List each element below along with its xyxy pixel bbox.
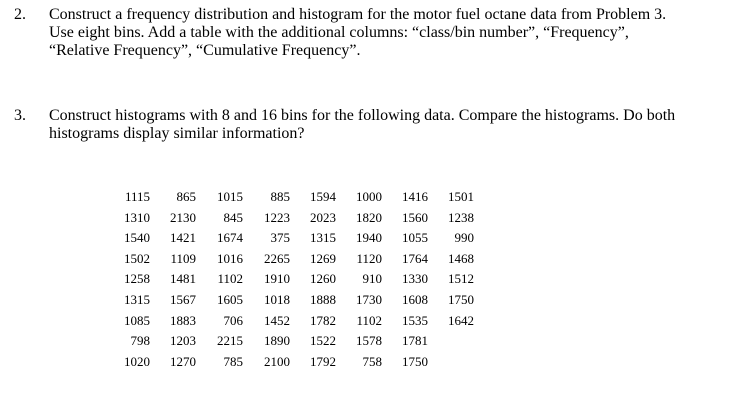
table-cell: 1269: [310, 250, 336, 266]
problem-text-line: Use eight bins. Add a table with the additional columns: “class/bin number”, “Frequency”,: [49, 24, 629, 41]
table-cell: 1940: [356, 230, 382, 246]
table-cell: 1020: [124, 353, 150, 369]
problem-number: 3.: [14, 107, 26, 124]
table-cell: 1315: [310, 230, 336, 246]
table-row: [118, 208, 474, 229]
table-cell: 1750: [402, 353, 428, 369]
problem-number: 2.: [14, 6, 26, 23]
table-cell: 1085: [124, 312, 150, 328]
table-cell: 1502: [124, 250, 150, 266]
table-cell: 1452: [264, 312, 290, 328]
table-cell: 1540: [124, 230, 150, 246]
table-cell: 1567: [170, 291, 196, 307]
table-cell: 1000: [356, 189, 382, 204]
table-cell: 885: [270, 189, 290, 204]
table-cell: 845: [223, 209, 243, 225]
table-row: [118, 249, 474, 270]
table-cell: 1421: [170, 230, 196, 246]
table-cell: 1223: [264, 209, 290, 225]
table-cell: 1535: [402, 312, 428, 328]
table-cell: 1750: [448, 291, 474, 307]
table-cell: 1501: [448, 189, 474, 204]
table-cell: 706: [223, 312, 243, 328]
problem-text-line: Construct histograms with 8 and 16 bins for the following data. Compare the histograms. Do both: [49, 107, 676, 124]
table-cell: 2023: [310, 209, 336, 225]
table-cell: 1260: [310, 271, 336, 287]
problem-text-line: Construct a frequency distribution and histogram for the motor fuel octane data from Problem 3.: [49, 6, 667, 23]
table-cell: 1102: [217, 271, 243, 287]
problem-text-line: histograms display similar information?: [49, 125, 305, 142]
table-cell: 1890: [264, 333, 290, 349]
table-cell: 1055: [402, 230, 428, 246]
table-row: [118, 311, 474, 332]
table-cell: 798: [130, 333, 150, 349]
table-cell: 1310: [124, 209, 150, 225]
table-cell: 1792: [310, 353, 336, 369]
table-row: [118, 331, 474, 352]
table-cell: 1608: [402, 291, 428, 307]
table-cell: 1018: [264, 291, 290, 307]
table-cell: 2130: [170, 209, 196, 225]
table-cell: 1730: [356, 291, 382, 307]
table-cell: 1120: [356, 250, 382, 266]
table-cell: 1578: [356, 333, 382, 349]
table-cell: 1258: [124, 271, 150, 287]
data-table: [118, 187, 474, 372]
table-cell: 990: [454, 230, 474, 246]
table-cell: 1015: [217, 189, 243, 204]
table-cell: 1109: [170, 250, 196, 266]
table-cell: 758: [362, 353, 382, 369]
table-cell: 1674: [217, 230, 243, 246]
table-cell: 1416: [402, 189, 428, 204]
table-cell: 1115: [124, 189, 150, 204]
table-cell: 1270: [170, 353, 196, 369]
table-row: [118, 269, 474, 290]
table-cell: 1820: [356, 209, 382, 225]
table-cell: 1522: [310, 333, 336, 349]
table-cell: 1883: [170, 312, 196, 328]
table-row: [118, 187, 474, 208]
table-cell: 1764: [402, 250, 428, 266]
table-cell: 1016: [217, 250, 243, 266]
table-row: [118, 290, 474, 311]
table-cell: 1315: [124, 291, 150, 307]
table-cell: 1102: [356, 312, 382, 328]
table-row: [118, 228, 474, 249]
table-cell: [428, 331, 474, 352]
table-row: [118, 352, 474, 373]
table-cell: 2215: [217, 333, 243, 349]
table-cell: 2265: [264, 250, 290, 266]
table-cell: 2100: [264, 353, 290, 369]
table-cell: 1888: [310, 291, 336, 307]
table-cell: 1560: [402, 209, 428, 225]
table-cell: 785: [223, 353, 243, 369]
table-cell: 1642: [448, 312, 474, 328]
table-cell: [428, 352, 474, 373]
table-cell: 1238: [448, 209, 474, 225]
table-cell: 1468: [448, 250, 474, 266]
table-cell: 1203: [170, 333, 196, 349]
table-cell: 1782: [310, 312, 336, 328]
table-cell: 375: [270, 230, 290, 246]
problem-text-line: “Relative Frequency”, “Cumulative Frequency”.: [49, 42, 361, 59]
table-cell: 1512: [448, 271, 474, 287]
table-cell: 1481: [170, 271, 196, 287]
table-cell: 1594: [310, 189, 336, 204]
table-cell: 910: [362, 271, 382, 287]
table-cell: 1605: [217, 291, 243, 307]
table-cell: 1781: [402, 333, 428, 349]
table-cell: 865: [176, 189, 196, 204]
table-cell: 1910: [264, 271, 290, 287]
table-cell: 1330: [402, 271, 428, 287]
